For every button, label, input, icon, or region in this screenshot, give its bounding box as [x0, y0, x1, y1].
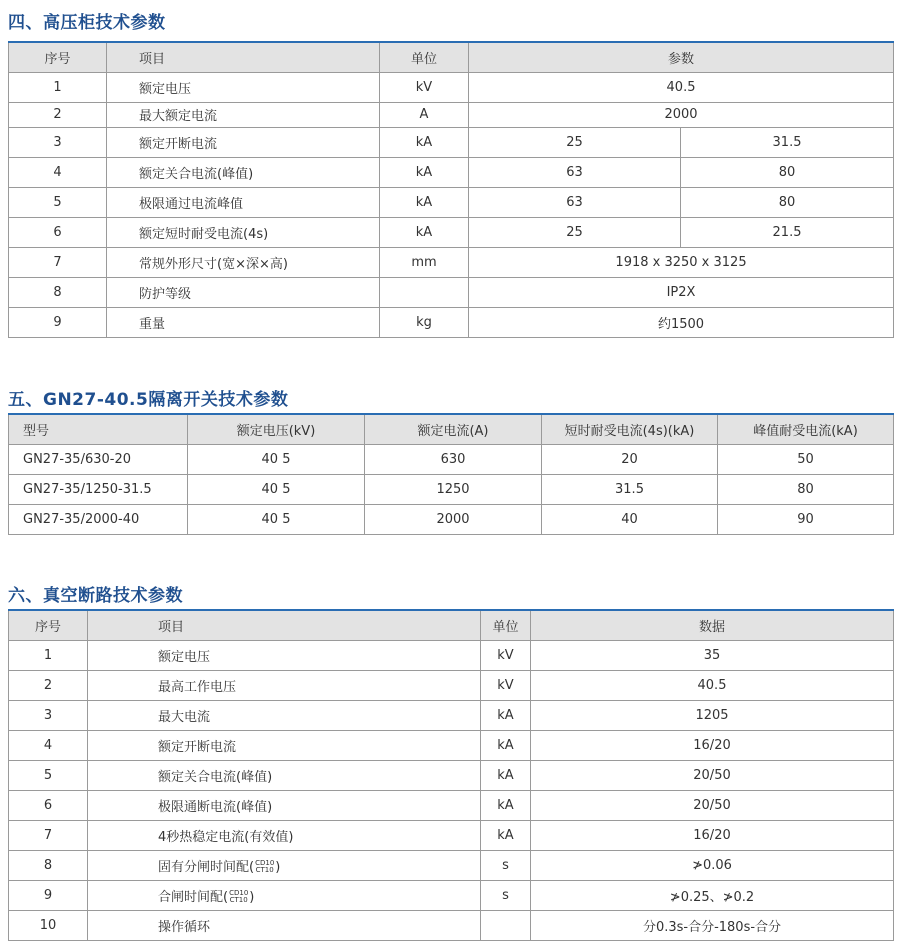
- row-unit: kA: [380, 127, 469, 157]
- table-row: [9, 820, 894, 850]
- row-unit: s: [481, 850, 531, 880]
- table-row: [9, 670, 894, 700]
- row-value: 16/20: [531, 730, 894, 760]
- table-row: [9, 760, 894, 790]
- header-current: 额定电流(A): [365, 414, 542, 444]
- row-no: 8: [9, 850, 88, 880]
- table-row: [9, 444, 894, 474]
- row-item: 额定短时耐受电流(4s): [107, 217, 380, 247]
- vacuum-breaker-spec-table: [8, 609, 894, 941]
- table-row: [9, 640, 894, 670]
- table-row: [9, 72, 894, 102]
- table-row: [9, 850, 894, 880]
- row-item: 额定电压: [107, 72, 380, 102]
- row-item: 防护等级: [107, 277, 380, 307]
- row-no: 6: [9, 217, 107, 247]
- header-peak-current: 峰值耐受电流(kA): [718, 414, 894, 444]
- table-header-row: [9, 42, 894, 72]
- row-no: 4: [9, 157, 107, 187]
- table-row: [9, 700, 894, 730]
- table-row: [9, 880, 894, 910]
- row-value: 2000: [469, 102, 894, 127]
- row-value: 40.5: [531, 670, 894, 700]
- row-unit: kA: [481, 760, 531, 790]
- row-item: 额定开断电流: [107, 127, 380, 157]
- row-item: 操作循环: [88, 910, 481, 940]
- header-no: 序号: [9, 610, 88, 640]
- row-no: 2: [9, 670, 88, 700]
- row-value: 20/50: [531, 760, 894, 790]
- row-unit: kA: [481, 820, 531, 850]
- row-unit: [481, 910, 531, 940]
- row-unit: A: [380, 102, 469, 127]
- row-no: 5: [9, 187, 107, 217]
- row-unit: kA: [481, 730, 531, 760]
- row-model: GN27-35/2000-40: [9, 504, 188, 534]
- row-no: 8: [9, 277, 107, 307]
- row-current: 630: [365, 444, 542, 474]
- row-item: 固有分闸时间配( CD10 CT10 ): [88, 850, 481, 880]
- table-row: [9, 187, 894, 217]
- row-item: 最大额定电流: [107, 102, 380, 127]
- row-unit: kV: [481, 640, 531, 670]
- header-item: 项目: [107, 42, 380, 72]
- row-peak-current: 90: [718, 504, 894, 534]
- row-peak-current: 50: [718, 444, 894, 474]
- row-unit: kA: [380, 187, 469, 217]
- row-no: 9: [9, 307, 107, 337]
- row-value: 35: [531, 640, 894, 670]
- table-row: [9, 474, 894, 504]
- row-no: 1: [9, 640, 88, 670]
- row-item: 额定电压: [88, 640, 481, 670]
- row-item: 重量: [107, 307, 380, 337]
- mechanism-sup: CD10: [229, 889, 249, 897]
- row-unit: kA: [481, 700, 531, 730]
- row-no: 4: [9, 730, 88, 760]
- row-value: 分0.3s-合分-180s-合分: [531, 910, 894, 940]
- row-current: 2000: [365, 504, 542, 534]
- row-value-1: 25: [469, 127, 681, 157]
- row-value: 1205: [531, 700, 894, 730]
- row-voltage: 40 5: [188, 444, 365, 474]
- section6-title: 六、真空断路技术参数: [8, 586, 183, 606]
- row-short-current: 31.5: [542, 474, 718, 504]
- row-no: 1: [9, 72, 107, 102]
- table-row: [9, 277, 894, 307]
- header-no: 序号: [9, 42, 107, 72]
- row-unit: kA: [380, 157, 469, 187]
- row-value: 约1500: [469, 307, 894, 337]
- row-model: GN27-35/1250-31.5: [9, 474, 188, 504]
- header-item: 项目: [88, 610, 481, 640]
- mechanism-sub: CT10: [255, 866, 274, 874]
- row-item: 极限通过电流峰值: [107, 187, 380, 217]
- row-value: 1918 x 3250 x 3125: [469, 247, 894, 277]
- row-value-1: 63: [469, 187, 681, 217]
- header-params: 参数: [469, 42, 894, 72]
- table-row: [9, 102, 894, 127]
- table-row: [9, 127, 894, 157]
- item-text: 合闸时间配: [158, 889, 224, 905]
- mechanism-sub: CT10: [229, 896, 248, 904]
- row-unit: [380, 277, 469, 307]
- row-item: 最高工作电压: [88, 670, 481, 700]
- row-no: 10: [9, 910, 88, 940]
- mechanism-stack: [255, 860, 274, 874]
- row-no: 7: [9, 820, 88, 850]
- row-no: 5: [9, 760, 88, 790]
- row-unit: s: [481, 880, 531, 910]
- row-item: 极限通断电流(峰值): [88, 790, 481, 820]
- row-unit: kV: [380, 72, 469, 102]
- table-header-row: [9, 414, 894, 444]
- row-unit: kA: [481, 790, 531, 820]
- header-short-current: 短时耐受电流(4s)(kA): [542, 414, 718, 444]
- item-text: 固有分闸时间配: [158, 859, 250, 875]
- row-item: 额定关合电流(峰值): [88, 760, 481, 790]
- header-unit: 单位: [481, 610, 531, 640]
- table-header-row: [9, 610, 894, 640]
- section5-title: 五、GN27-40.5隔离开关技术参数: [8, 390, 289, 410]
- row-model: GN27-35/630-20: [9, 444, 188, 474]
- row-no: 6: [9, 790, 88, 820]
- row-peak-current: 80: [718, 474, 894, 504]
- row-value: ≯0.25、≯0.2: [531, 880, 894, 910]
- row-no: 9: [9, 880, 88, 910]
- table-row: [9, 157, 894, 187]
- row-no: 3: [9, 127, 107, 157]
- row-short-current: 40: [542, 504, 718, 534]
- table-row: [9, 504, 894, 534]
- row-item: 额定开断电流: [88, 730, 481, 760]
- header-unit: 单位: [380, 42, 469, 72]
- row-item: 合闸时间配( CD10 CT10 ): [88, 880, 481, 910]
- row-value: 16/20: [531, 820, 894, 850]
- row-value-2: 80: [681, 157, 894, 187]
- row-item: 常规外形尺寸(宽×深×高): [107, 247, 380, 277]
- section4-title: 四、高压柜技术参数: [8, 13, 166, 33]
- row-value-1: 63: [469, 157, 681, 187]
- row-value: ≯0.06: [531, 850, 894, 880]
- row-unit: kA: [380, 217, 469, 247]
- row-unit: kg: [380, 307, 469, 337]
- row-unit: mm: [380, 247, 469, 277]
- row-value-2: 21.5: [681, 217, 894, 247]
- row-item: 4秒热稳定电流(有效值): [88, 820, 481, 850]
- row-item: 最大电流: [88, 700, 481, 730]
- table-row: [9, 790, 894, 820]
- row-voltage: 40 5: [188, 474, 365, 504]
- header-data: 数据: [531, 610, 894, 640]
- row-no: 3: [9, 700, 88, 730]
- row-voltage: 40 5: [188, 504, 365, 534]
- table-row: [9, 247, 894, 277]
- row-item: 额定关合电流(峰值): [107, 157, 380, 187]
- header-model: 型号: [9, 414, 188, 444]
- row-value-1: 25: [469, 217, 681, 247]
- hv-cabinet-spec-table: [8, 41, 894, 338]
- row-short-current: 20: [542, 444, 718, 474]
- row-value: 40.5: [469, 72, 894, 102]
- table-row: [9, 910, 894, 940]
- row-value-2: 31.5: [681, 127, 894, 157]
- mechanism-sup: CD10: [255, 859, 275, 867]
- table-row: [9, 217, 894, 247]
- row-current: 1250: [365, 474, 542, 504]
- table-row: [9, 307, 894, 337]
- mechanism-stack: [229, 890, 248, 904]
- row-unit: kV: [481, 670, 531, 700]
- table-row: [9, 730, 894, 760]
- row-value-2: 80: [681, 187, 894, 217]
- row-value: 20/50: [531, 790, 894, 820]
- disconnector-spec-table: [8, 413, 894, 535]
- row-no: 2: [9, 102, 107, 127]
- header-voltage: 额定电压(kV): [188, 414, 365, 444]
- row-no: 7: [9, 247, 107, 277]
- row-value: IP2X: [469, 277, 894, 307]
